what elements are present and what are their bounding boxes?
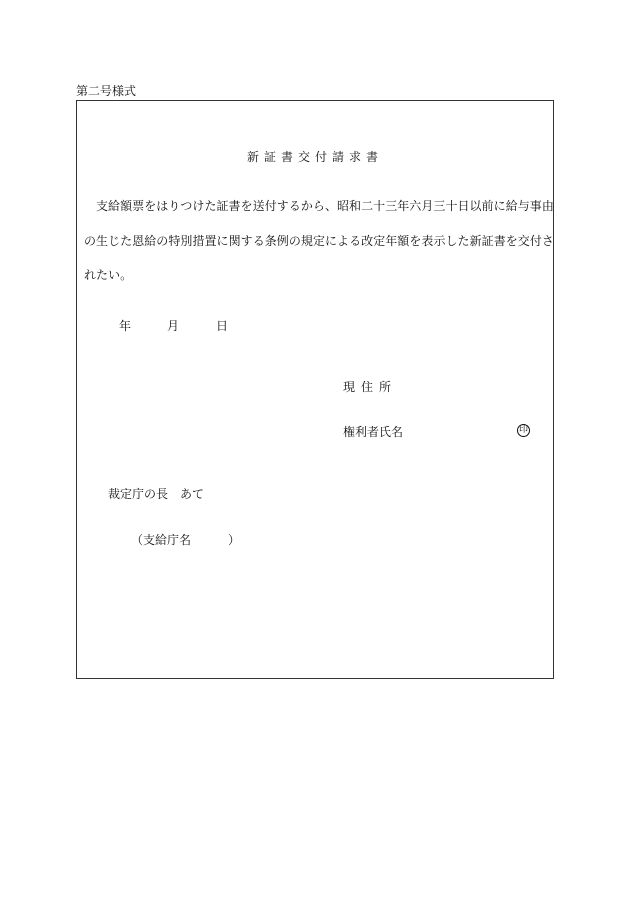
document-title: 新証書交付請求書 [246,150,383,164]
form-frame [76,100,554,679]
seal-icon: 印 [518,425,528,435]
paying-office-close-paren: ） [228,533,241,547]
request-body-text [84,189,554,293]
year-label: 年 [119,319,132,333]
request-paragraph: 支給額票をはりつけた証書を送付するから、昭和二十三年六月三十日以前に給与事由の生じた恩給の特別措置に関する条例の規定による改定年額を表示した新証書を交付されたい。 [84,199,554,282]
address-label: 現住所 [343,380,398,394]
paying-office-label: （支給庁名 [131,533,192,547]
addressee: 裁定庁の長 あて [108,487,205,501]
month-label: 月 [167,319,180,333]
form-number: 第二号様式 [76,84,137,98]
rights-holder-name-label: 権利者氏名 [343,425,404,439]
day-label: 日 [216,319,229,333]
